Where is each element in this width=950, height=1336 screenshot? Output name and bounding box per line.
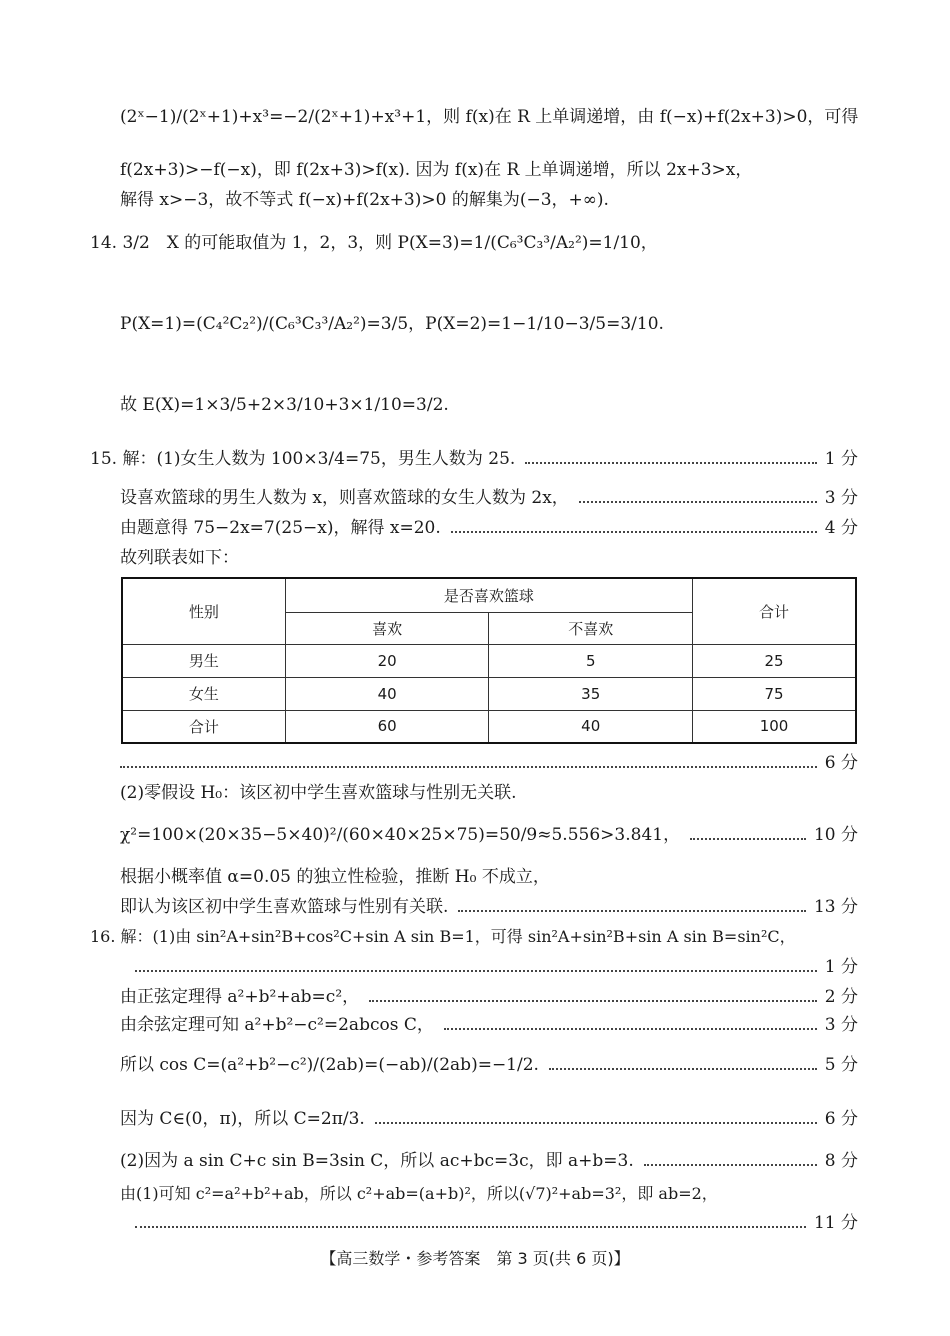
header-like: 喜欢: [285, 612, 489, 644]
header-gender: 性别: [122, 578, 285, 644]
q14-line-2: P(X=1)=(C₄²C₂²)/(C₆³C₃³/A₂²)=3/5，P(X=2)=1−1/10−3/5=3/10.: [120, 314, 664, 334]
leader-dots: [644, 1164, 817, 1166]
q14-line-3: 故 E(X)=1×3/5+2×3/10+3×1/10=3/2.: [120, 395, 449, 415]
page-footer: 【高三数学・参考答案 第 3 页(共 6 页)】: [320, 1249, 630, 1268]
leader-dots: [451, 531, 817, 533]
leader-dots: [690, 838, 806, 840]
q16-line-5: [120, 1106, 858, 1132]
q15-line-1: [90, 446, 858, 472]
row-label: 女生: [122, 677, 285, 710]
q16-line-3: [120, 1012, 858, 1038]
line-3: 解得 x>−3，故不等式 f(−x)+f(2x+3)>0 的解集为(−3，+∞).: [120, 190, 609, 210]
leader-dots: [549, 1068, 817, 1070]
leader-dots: [525, 462, 816, 464]
q15-line-4: 故列联表如下：: [120, 548, 239, 568]
leader-dots: [579, 501, 817, 503]
q16-text-5: 因为 C∈(0，π)，所以 C=2π/3.: [120, 1109, 365, 1129]
q16-text-6: (2)因为 a sin C+c sin B=3sin C，所以 ac+bc=3c，即 a+b=3.: [120, 1151, 634, 1171]
leader-dots: [135, 1226, 806, 1228]
q15-line-7: 根据小概率值 α=0.05 的独立性检验，推断 H₀ 不成立，: [120, 867, 550, 887]
row-label: 男生: [122, 644, 285, 677]
table-row: [122, 677, 856, 710]
score-q16-7: 11 分: [813, 1213, 858, 1233]
q15-text-1: 15. 解：(1)女生人数为 100×3/4=75，男生人数为 25.: [90, 449, 516, 469]
cell-total: 100: [693, 710, 856, 743]
q16-line-4: [120, 1052, 858, 1078]
q16-text-2: 由正弦定理得 a²+b²+ab=c²，: [120, 987, 360, 1007]
leader-dots: [369, 1000, 817, 1002]
q15-text-8: 即认为该区初中学生喜欢篮球与性别有关联.: [120, 897, 449, 917]
leader-dots: [444, 1028, 817, 1030]
q16-text-3: 由余弦定理可知 a²+b²−c²=2abcos C，: [120, 1015, 434, 1035]
cell-like: 60: [285, 710, 489, 743]
cell-dislike: 40: [489, 710, 693, 743]
score-q16-4: 5 分: [824, 1055, 858, 1075]
header-like-basketball: 是否喜欢篮球: [285, 578, 692, 612]
row-label: 合计: [122, 710, 285, 743]
score-q15-1: 1 分: [824, 449, 858, 469]
score-q16-6: 8 分: [824, 1151, 858, 1171]
leader-dots: [135, 970, 817, 972]
score-q16-1: 1 分: [824, 957, 858, 977]
cell-total: 75: [693, 677, 856, 710]
header-dislike: 不喜欢: [489, 612, 693, 644]
header-total: 合计: [693, 578, 856, 644]
table-row: [122, 644, 856, 677]
q15-text-6: χ²=100×(20×35−5×40)²/(60×40×25×75)=50/9≈5.556>3.841，: [120, 825, 681, 845]
q15-line-3: [120, 515, 858, 541]
line-2: f(2x+3)>−f(−x)，即 f(2x+3)>f(x). 因为 f(x)在 R 上单调递增，所以 2x+3>x，: [120, 160, 753, 180]
score-q16-2: 2 分: [824, 987, 858, 1007]
line-1: (2ˣ−1)/(2ˣ+1)+x³=−2/(2ˣ+1)+x³+1，则 f(x)在 R 上单调递增，由 f(−x)+f(2x+3)>0，可得: [120, 107, 859, 127]
q16-line-7: 由(1)可知 c²=a²+b²+ab，所以 c²+ab=(a+b)²，所以(√7)²+ab=3²，即 ab=2，: [120, 1184, 718, 1203]
q16-text-4: 所以 cos C=(a²+b²−c²)/(2ab)=(−ab)/(2ab)=−1/2.: [120, 1055, 539, 1075]
score-q16-3: 3 分: [824, 1015, 858, 1035]
q16-score-line-7: [135, 1210, 858, 1236]
q15-line-8: [120, 894, 858, 920]
q15-text-3: 由题意得 75−2x=7(25−x)，解得 x=20.: [120, 518, 441, 538]
cell-like: 20: [285, 644, 489, 677]
cell-like: 40: [285, 677, 489, 710]
q15-line-5: (2)零假设 H₀：该区初中学生喜欢篮球与性别无关联.: [120, 783, 517, 803]
q15-line-6: [120, 822, 858, 848]
score-q15-2: 3 分: [824, 488, 858, 508]
score-q15-3: 4 分: [824, 518, 858, 538]
cell-dislike: 5: [489, 644, 693, 677]
q16-line-2: [120, 984, 858, 1010]
q15-text-2: 设喜欢篮球的男生人数为 x，则喜欢篮球的女生人数为 2x，: [120, 488, 569, 508]
table-row: [122, 710, 856, 743]
score-q15-table: 6 分: [824, 753, 858, 773]
q16-line-1: 16. 解：(1)由 sin²A+sin²B+cos²C+sin A sin B=1，可得 sin²A+sin²B+sin A sin B=sin²C，: [90, 927, 796, 946]
contingency-table: [121, 577, 857, 744]
cell-total: 25: [693, 644, 856, 677]
score-q16-5: 6 分: [824, 1109, 858, 1129]
leader-dots: [375, 1122, 817, 1124]
q15-line-2: [120, 485, 858, 511]
q14-line-1: 14. 3/2 X 的可能取值为 1，2，3，则 P(X=3)=1/(C₆³C₃³/A₂²)=1/10，: [90, 233, 658, 253]
cell-dislike: 35: [489, 677, 693, 710]
table-score-line: [120, 750, 858, 776]
score-q15-6: 10 分: [813, 825, 858, 845]
score-q15-8: 13 分: [813, 897, 858, 917]
q16-line-6: [120, 1148, 858, 1174]
leader-dots: [458, 910, 806, 912]
leader-dots: [120, 766, 817, 768]
q16-score-line-1: [135, 954, 858, 980]
